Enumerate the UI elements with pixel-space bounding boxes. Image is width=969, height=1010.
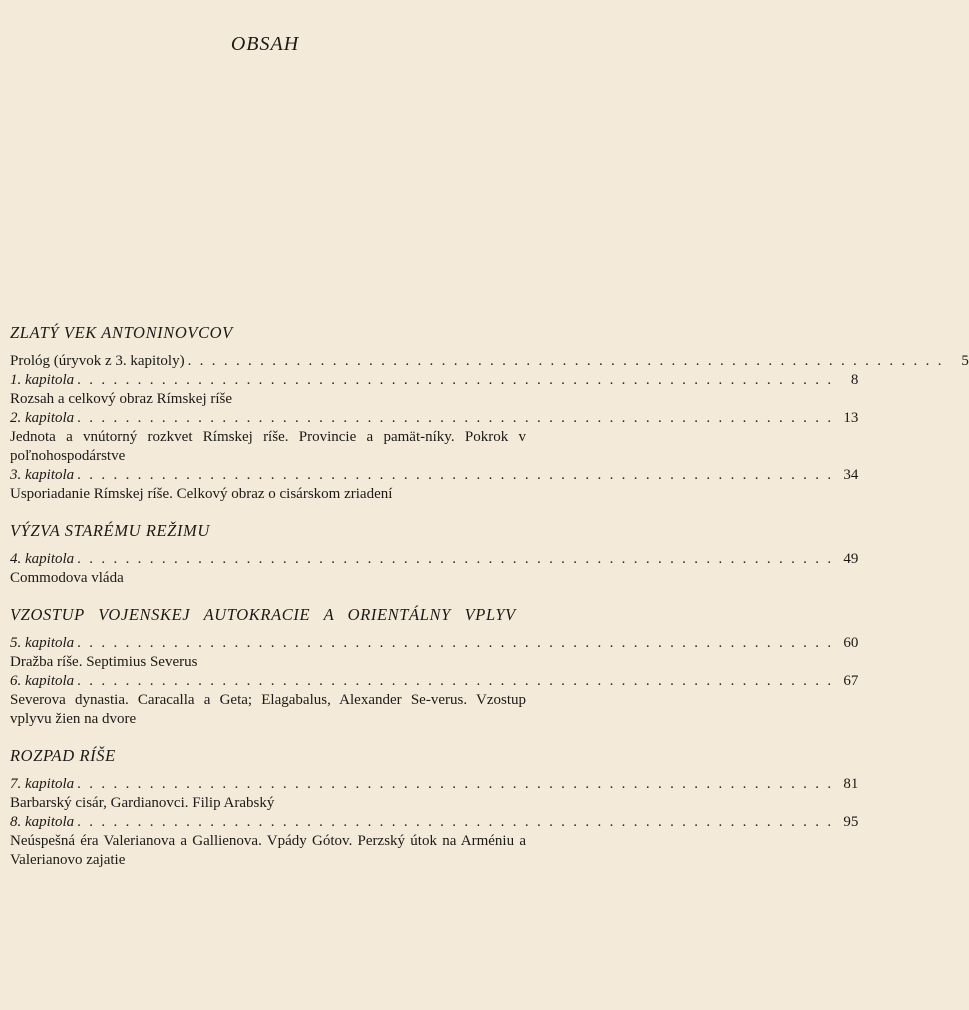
entry-label: 6. kapitola xyxy=(10,673,75,689)
page-title: OBSAH xyxy=(230,33,300,55)
entry-description: Barbarský cisár, Gardianovci. Filip Arabský xyxy=(10,795,275,811)
entry-description: Dražba ríše. Septimius Severus xyxy=(10,654,198,670)
entry-page: 5 xyxy=(961,353,969,369)
toc-entry xyxy=(10,466,859,485)
entry-description: Neúspešná éra Valerianova a Gallienova. Vpády Gótov. Perzský útok na Arméniu a Valerianovo zajatie xyxy=(10,833,526,868)
part-heading: ROZPAD RÍŠE xyxy=(10,746,116,765)
leader-dots: . . . . . . . . . . . . . . . . . . . . . . . . . . . . . . . . . . . . . . . . . . . . . . . . . . . . . . . . . . . . . . . xyxy=(77,673,834,689)
toc-entry xyxy=(10,775,859,794)
entry-label: 4. kapitola xyxy=(10,551,75,567)
entry-description: Severova dynastia. Caracalla a Geta; Elagabalus, Alexander Se-verus. Vzostup vplyvu žien na dvore xyxy=(10,692,526,727)
part-heading: VZOSTUP VOJENSKEJ AUTOKRACIE A ORIENTÁLNY VPLYV xyxy=(10,605,516,624)
entry-page: 81 xyxy=(843,776,859,792)
toc-entry xyxy=(10,813,859,832)
entry-page: 8 xyxy=(850,372,859,388)
entry-label: 1. kapitola xyxy=(10,372,75,388)
part-heading: VÝZVA STARÉMU REŽIMU xyxy=(10,521,210,540)
entry-description: Jednota a vnútorný rozkvet Rímskej ríše. Provincie a pamät-níky. Pokrok v poľnohospodárstve xyxy=(10,429,526,464)
part-heading: ZLATÝ VEK ANTONINOVCOV xyxy=(10,323,233,342)
entry-page: 95 xyxy=(843,814,859,830)
toc-entry xyxy=(10,352,969,371)
entry-label: 2. kapitola xyxy=(10,410,75,426)
entry-label: 8. kapitola xyxy=(10,814,75,830)
toc-entry xyxy=(10,550,859,569)
leader-dots: . . . . . . . . . . . . . . . . . . . . . . . . . . . . . . . . . . . . . . . . . . . . . . . . . . . . . . . . . . . . . . . xyxy=(77,372,834,388)
leader-dots: . . . . . . . . . . . . . . . . . . . . . . . . . . . . . . . . . . . . . . . . . . . . . . . . . . . . . . . . . . . . . . . xyxy=(77,776,834,792)
table-of-contents xyxy=(10,318,969,870)
leader-dots: . . . . . . . . . . . . . . . . . . . . . . . . . . . . . . . . . . . . . . . . . . . . . . . . . . . . . . . . . . . . . . . xyxy=(77,635,834,651)
entry-description: Usporiadanie Rímskej ríše. Celkový obraz o cisárskom zriadení xyxy=(10,486,393,502)
entry-label: 5. kapitola xyxy=(10,635,75,651)
leader-dots: . . . . . . . . . . . . . . . . . . . . . . . . . . . . . . . . . . . . . . . . . . . . . . . . . . . . . . . . . . . . . . . xyxy=(77,551,834,567)
toc-entry xyxy=(10,672,859,691)
entry-page: 13 xyxy=(843,410,859,426)
toc-entry xyxy=(10,371,859,390)
entry-description: Commodova vláda xyxy=(10,570,124,586)
leader-dots: . . . . . . . . . . . . . . . . . . . . . . . . . . . . . . . . . . . . . . . . . . . . . . . . . . . . . . . . . . . . . . . xyxy=(187,353,944,369)
leader-dots: . . . . . . . . . . . . . . . . . . . . . . . . . . . . . . . . . . . . . . . . . . . . . . . . . . . . . . . . . . . . . . . xyxy=(77,467,834,483)
entry-label: 7. kapitola xyxy=(10,776,75,792)
entry-page: 67 xyxy=(843,673,859,689)
leader-dots: . . . . . . . . . . . . . . . . . . . . . . . . . . . . . . . . . . . . . . . . . . . . . . . . . . . . . . . . . . . . . . . xyxy=(77,410,834,426)
entry-description: Rozsah a celkový obraz Rímskej ríše xyxy=(10,391,233,407)
entry-label: Prológ (úryvok z 3. kapitoly) xyxy=(10,353,185,369)
entry-page: 60 xyxy=(843,635,859,651)
toc-entry xyxy=(10,634,859,653)
entry-label: 3. kapitola xyxy=(10,467,75,483)
entry-page: 49 xyxy=(843,551,859,567)
toc-entry xyxy=(10,409,859,428)
leader-dots: . . . . . . . . . . . . . . . . . . . . . . . . . . . . . . . . . . . . . . . . . . . . . . . . . . . . . . . . . . . . . . . xyxy=(77,814,834,830)
entry-page: 34 xyxy=(843,467,859,483)
